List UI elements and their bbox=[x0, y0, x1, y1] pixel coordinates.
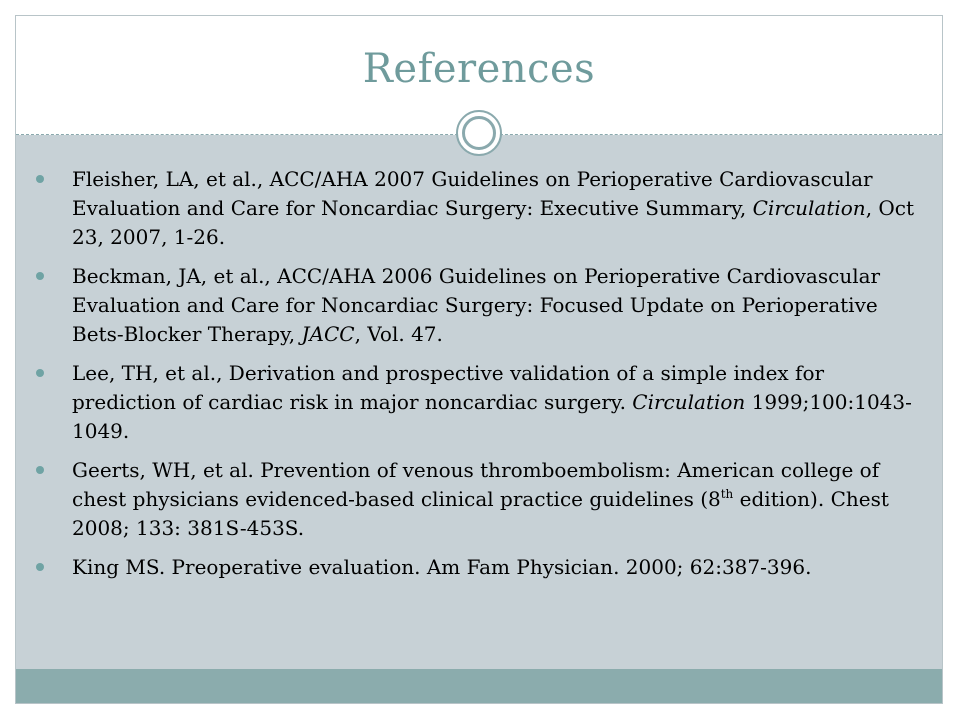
bullet-icon bbox=[36, 272, 44, 280]
bullet-icon bbox=[36, 369, 44, 377]
superscript: th bbox=[720, 487, 734, 501]
reference-item bbox=[55, 553, 915, 582]
reference-text: , Oct 23, 2007, 1-26. bbox=[72, 196, 915, 249]
bullet-icon bbox=[36, 175, 44, 183]
decorative-ring-icon bbox=[456, 110, 502, 156]
reference-item bbox=[55, 165, 915, 252]
journal-name: JACC bbox=[301, 322, 355, 346]
reference-text: Lee, TH, et al., Derivation and prospective validation of a simple index for prediction of cardiac risk in major noncardiac surgery. bbox=[72, 361, 825, 414]
reference-item bbox=[55, 262, 915, 349]
reference-text: 1999;100:1043-1049. bbox=[72, 390, 912, 443]
footer-band bbox=[16, 669, 942, 703]
bullet-icon bbox=[36, 466, 44, 474]
reference-text: Geerts, WH, et al. Prevention of venous thromboembolism: American college of chest physicians evidenced-based clinical practice guidelines (8 bbox=[72, 458, 880, 511]
reference-item bbox=[55, 359, 915, 446]
reference-text: King MS. Preoperative evaluation. Am Fam Physician. 2000; 62:387-396. bbox=[72, 555, 812, 579]
reference-text: , Vol. 47. bbox=[354, 322, 443, 346]
reference-list bbox=[55, 165, 915, 592]
reference-text: edition). Chest 2008; 133: 381S-453S. bbox=[72, 487, 889, 540]
bullet-icon bbox=[36, 563, 44, 571]
journal-name: Circulation bbox=[752, 196, 866, 220]
reference-item bbox=[55, 456, 915, 543]
reference-text: Fleisher, LA, et al., ACC/AHA 2007 Guidelines on Perioperative Cardiovascular Evaluation and Care for Noncardiac Surgery: Executive Summary, bbox=[72, 167, 873, 220]
slide-title: References bbox=[362, 46, 596, 92]
journal-name: Circulation bbox=[632, 390, 746, 414]
reference-text: Beckman, JA, et al., ACC/AHA 2006 Guidelines on Perioperative Cardiovascular Evaluation and Care for Noncardiac Surgery: Focused Update on Perioperative Bets-Blocker Therapy, bbox=[72, 264, 881, 346]
